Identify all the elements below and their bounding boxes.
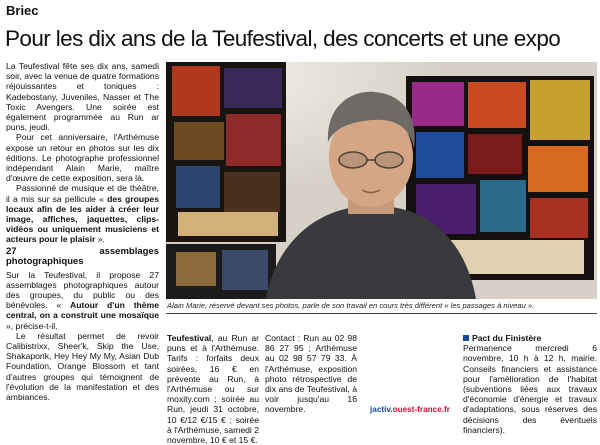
text-c: », précise-t-il.: [6, 320, 58, 331]
info-tarifs: [167, 333, 259, 445]
paragraph-anniversary: Pour cet anniversaire, l'Arthémuse expose un retour en photos sur les dix éditions. Le photographe professionnel indépendant Alain Marie, maître d'œuvre de cette exposition, sera là.: [6, 132, 159, 184]
article-headline: Pour les dix ans de la Teufestival, des concerts et une expo: [5, 26, 561, 51]
photo-caption: Alain Marie, réservé devant ses photos, parle de son travail en cours très différent « les passages à niveau ».: [167, 301, 535, 310]
paragraph-assemblages: [6, 270, 159, 331]
section-kicker: Briec: [6, 3, 39, 18]
info-column-pact: [463, 333, 597, 435]
pact-title: Pact du Finistère: [472, 333, 542, 343]
photo-illustration: [166, 62, 597, 299]
info-lead: Teufestival: [167, 333, 212, 343]
caption-divider: [166, 313, 597, 314]
pact-text: Permanence mercredi 6 novembre, 10 h à 12 h, mairie. Conseils financiers et assistance pour l'amélioration de l'habitat (subventions liées aux travaux d'économie d'énergie et travaux d'adaptations, sous réserves des décisions des éventuels financiers).: [463, 343, 597, 435]
source-part1: jactiv.: [370, 405, 393, 414]
source-part2: ouest-france.fr: [392, 405, 450, 414]
source-footer: [370, 405, 450, 414]
article-photo: [166, 62, 597, 299]
paragraph-passion: [6, 183, 159, 244]
paragraph-result: Le résultat permet de revoir Calibistrixx, Sheer'k, Skip the Use, Shakaponk, Hey Hey My My, Asian Dub Foundation, Orange Blossom et tant d'autres groupes qui témoignent de l'évolution de la manifestation et des ambiances.: [6, 330, 159, 403]
quote-open: Passionné de musique et de théâtre, il a mis sur sa pellicule «: [6, 183, 159, 204]
info-column-contact: [265, 333, 357, 415]
quote-bold-2: Autour d'un thème central, on a construit une mosaïque: [6, 300, 159, 321]
quote-close: ».: [95, 234, 105, 245]
article-column-left: [6, 61, 159, 402]
quote-bold: des groupes locaux afin de les aider à créer leur image, affiches, jaquettes, clips-vidéos ou uniquement musiciens et acteurs pour le plaisir: [6, 193, 159, 245]
pact-heading: [463, 333, 597, 343]
subheading: 27 assemblages photographiques: [6, 245, 159, 268]
info-tarifs-text: , au Run ar puns et à l'Arthémuse. Tarifs : forfaits deux soirées, 16 € en prévente au Run, à l'Arthémuse ou sur moxity.com ; soirée au Run, jeudi 31 octobre, 10 €/12 €/15 € ; soirée à l'Arthémuse, samedi 2 novembre, 10 € et 15 €.: [167, 333, 259, 445]
square-bullet-icon: [463, 335, 469, 341]
paragraph-intro: La Teufestival fête ses dix ans, samedi soir, avec la venue de quatre formations réjouissantes et toniques : Kadebostany, Juveniles, Nasser et The Toxic Avengers. Une soirée est également programmée au Run ar puns, jeudi.: [6, 61, 159, 133]
text-a: Sur la Teufestival, il propose 27 assemblages photographiques autour des groupes, du public ou des bénévoles. «: [6, 269, 159, 311]
info-column-tarifs: [167, 333, 259, 445]
info-contact: Contact : Run au 02 98 86 27 95 ; Arthémuse au 02 98 57 79 33. À l'Arthémuse, exposition photo rétrospective de dix ans de Teufestival, à voir jusqu'au 16 novembre.: [265, 333, 357, 415]
